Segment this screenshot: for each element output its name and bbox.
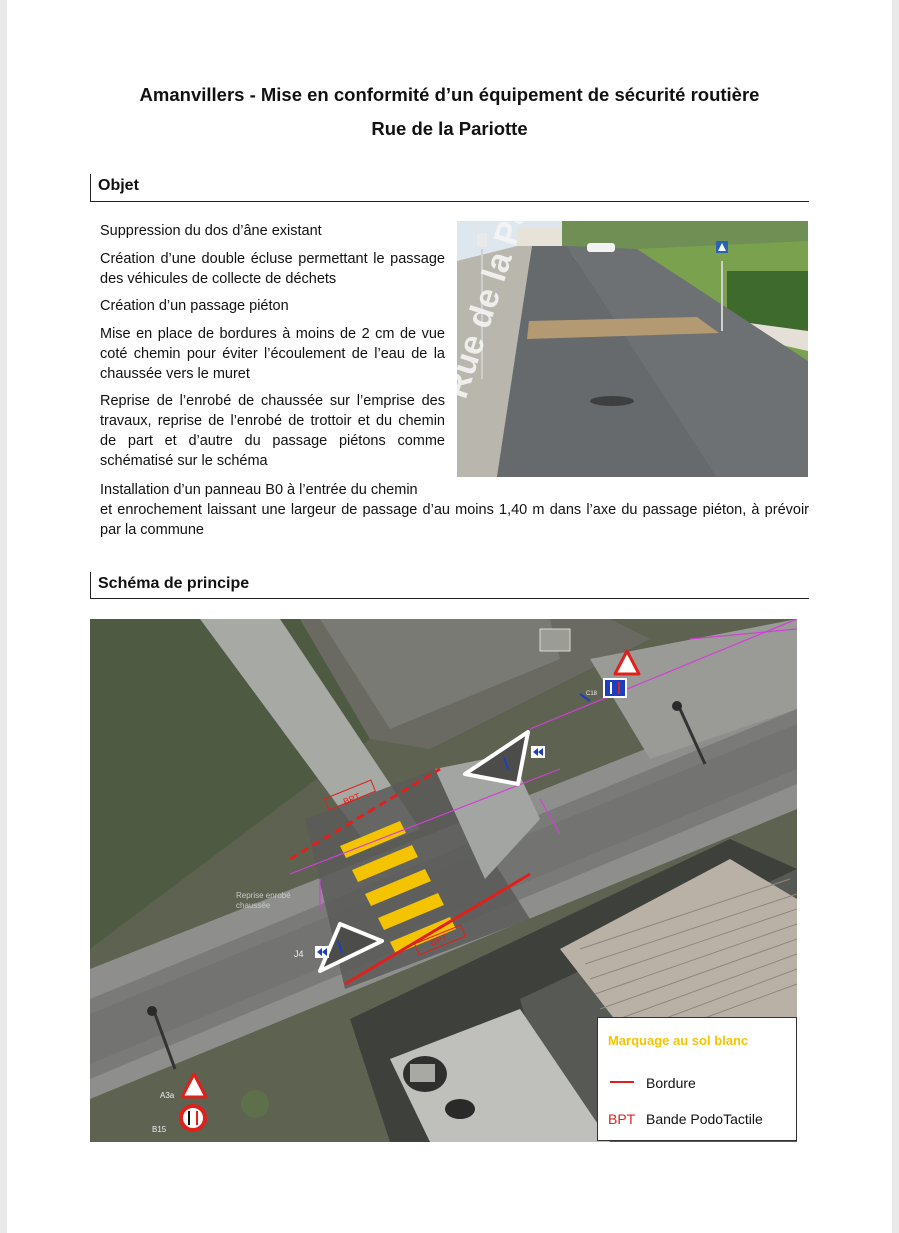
b15-label: B15 <box>152 1125 167 1134</box>
bpt-label-bottom: BPT <box>428 932 449 948</box>
a3a-label: A3a <box>160 1091 175 1100</box>
street-photo <box>457 221 808 477</box>
legend-bordure: Bordure <box>646 1075 696 1091</box>
reprise-label: Reprise enrobé chaussée <box>236 891 291 910</box>
objet-item-1: Suppression du dos d’âne existant <box>100 223 322 239</box>
street-name-overlay: Rue de la <box>457 247 520 403</box>
legend-bpt-full: Bande PodoTactile <box>646 1111 763 1127</box>
legend-bordure-swatch <box>610 1081 634 1083</box>
document-title: Amanvillers - Mise en conformité d’un équipement de sécurité routière <box>139 84 760 105</box>
legend-marquage: Marquage au sol blanc <box>608 1033 749 1048</box>
section-rule <box>90 598 809 599</box>
section-heading-schema: Schéma de principe <box>98 575 250 592</box>
c18-label: C18 <box>586 691 598 697</box>
objet-item-5: Reprise de l’enrobé de chaussée sur l’emprise des travaux, reprise de l’enrobé de trottoir et du chemin de part et d’autre du passage piétons comme schématisé sur le schéma <box>100 393 445 469</box>
objet-item-4: Mise en place de bordures à moins de 2 cm de vue coté chemin pour éviter l’écoulement de l’eau de la chaussée vers le muret <box>100 326 445 382</box>
objet-item-6-continuation: et enrochement laissant une largeur de passage d’au moins 1,40 m dans l’axe du passage piéton, à prévoir par la commune <box>100 502 809 538</box>
section-heading-objet: Objet <box>98 177 139 194</box>
objet-item-3: Création d’un passage piéton <box>100 298 289 314</box>
objet-item-2: Création d’une double écluse permettant le passage des véhicules de collecte de déchets <box>100 251 445 287</box>
legend-bpt-abbr: BPT <box>608 1111 636 1127</box>
objet-item-6-line1: Installation d’un panneau B0 à l’entrée du chemin <box>100 482 418 498</box>
section-marker <box>90 174 91 201</box>
bpt-label-top: BPT <box>341 791 362 807</box>
section-marker <box>90 572 91 599</box>
document-subtitle: Rue de la Pariotte <box>371 118 528 139</box>
section-rule <box>90 201 809 202</box>
j4-label: J4 <box>294 949 304 959</box>
schema-legend <box>597 1017 797 1141</box>
